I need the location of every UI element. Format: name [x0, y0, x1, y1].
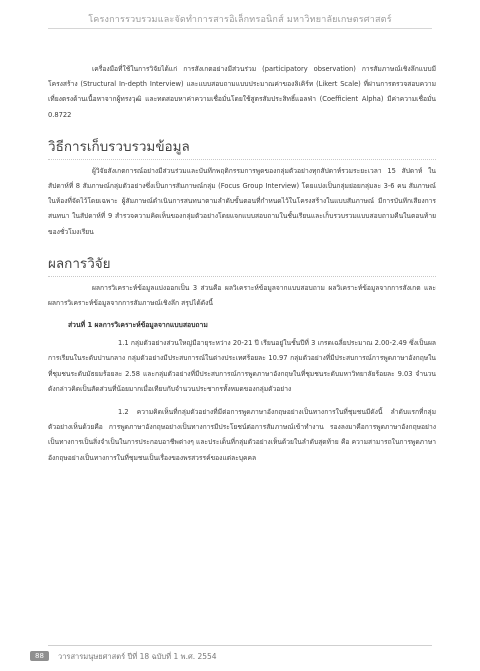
section-heading-data-collection: วิธีการเก็บรวบรวมข้อมูล	[48, 135, 436, 160]
running-header: โครงการรวบรวมและจัดทำการสารอิเล็กทรอนิกส์ มหาวิทยาลัยเกษตรศาสตร์	[88, 15, 392, 25]
method-paragraph: ผู้วิจัยสังเกตการณ์อย่างมีส่วนร่วมและบันทึกพฤติกรรมการพูดของกลุ่มตัวอย่างทุกสัปดาห์รวมระยะเวลา 15 สัปดาห์ ในสัปดาห์ที่ 8 สัมภาษณ์กลุ่มตัวอย่างซึ่งเป็นการสัมภาษณ์กลุ่ม (Focus Group Interview) โดยแบ่งเป็นกลุ่มย่อยกลุ่มละ 3-6 คน สัมภาษณ์ในห้องที่จัดไว้โดยเฉพาะ ผู้สัมภาษณ์ดำเนินการสนทนาตามลำดับขั้นตอนที่กำหนดไว้ในโครงสร้างในแบบสัมภาษณ์ มีการบันทึกเสียงการสนทนา ในสัปดาห์ที่ 9 สำรวจความคิดเห็นของกลุ่มตัวอย่างโดยแจกแบบสอบถามในชั้นเรียนและเก็บรวบรวมแบบสอบถามคืนในตอนท้ายของชั่วโมงเรียน	[48, 166, 436, 236]
page-footer	[0, 645, 480, 671]
results-paragraph-1-1: 1.1 กลุ่มตัวอย่างส่วนใหญ่มีอายุระหว่าง 20-21 ปี เรียนอยู่ในชั้นปีที่ 3 เกรดเฉลี่ยประมาณ 2.00-2.49 ซึ่งเป็นผลการเรียนในระดับปานกลาง กลุ่มตัวอย่างมีประสบการณ์ในต่างประเทศร้อยละ 10.97 กลุ่มตัวอย่างที่มีประสบการณ์การพูดภาษาอังกฤษในที่ชุมชนระดับมัธยมร้อยละ 2.58 และกลุ่มตัวอย่างที่มีประสบการณ์การพูดภาษาอังกฤษในที่ชุมชนระดับมหาวิทยาลัยร้อยละ 9.03 จำนวนดังกล่าวคิดเป็นสัดส่วนที่น้อยมากเมื่อเทียบกับจำนวนประชากรทั้งหมดของกลุ่มตัวอย่าง	[48, 339, 436, 393]
results-intro-paragraph: ผลการวิเคราะห์ข้อมูลแบ่งออกเป็น 3 ส่วนคือ ผลวิเคราะห์ข้อมูลจากแบบสอบถาม ผลวิเคราะห์ข้อมูลจากการสังเกต และผลการวิเคราะห์ข้อมูลจากการสัมภาษณ์เชิงลึก สรุปได้ดังนี้	[48, 283, 436, 308]
header-divider	[48, 28, 432, 29]
footer-divider	[48, 645, 432, 646]
results-paragraph-1-2: 1.2 ความคิดเห็นที่กลุ่มตัวอย่างที่มีต่อการพูดภาษาอังกฤษอย่างเป็นทางการในที่ชุมชนมีดังนี้ ลำดับแรกที่กลุ่มตัวอย่างเห็นด้วยคือ การพูดภาษาอังกฤษอย่างเป็นทางการมีประโยชน์ต่อการสัมภาษณ์เข้าทำงาน รองลงมาคือการพูดภาษาอังกฤษอย่างเป็นทางการเป็นสิ่งจำเป็นในการประกอบอาชีพต่างๆ และประเด็นที่กลุ่มตัวอย่างเห็นด้วยในลำดับสุดท้าย คือ ความสามารถในการพูดภาษาอังกฤษอย่างเป็นทางการในที่ชุมชนเป็นเรื่องของพรสวรรค์ของแต่ละบุคคล	[48, 408, 436, 462]
page-number: 88	[30, 651, 49, 661]
page-body	[48, 62, 436, 474]
journal-citation: วารสารมนุษยศาสตร์ ปีที่ 18 ฉบับที่ 1 พ.ศ. 2554	[58, 652, 217, 661]
intro-paragraph: เครื่องมือที่ใช้ในการวิจัยได้แก่ การสังเกตอย่างมีส่วนร่วม (participatory observation) การสัมภาษณ์เชิงลึกแบบมีโครงสร้าง (Structural In-depth Interview) และแบบสอบถามแบบประมาณค่าของลิเคิร์ท (Likert Scale) ที่ผ่านการตรวจสอบความเที่ยงตรงด้านเนื้อหาจากผู้ทรงวุฒิ และทดสอบหาค่าความเชื่อมั่นโดยใช้สูตรสัมประสิทธิ์แอลฟ่า (Coefficient Alpha) มีค่าความเชื่อมั่น 0.8722	[48, 65, 436, 119]
section-heading-results: ผลการวิจัย	[48, 252, 436, 277]
results-subheading-part-1: ส่วนที่ 1 ผลการวิเคราะห์ข้อมูลจากแบบสอบถาม	[68, 321, 208, 330]
